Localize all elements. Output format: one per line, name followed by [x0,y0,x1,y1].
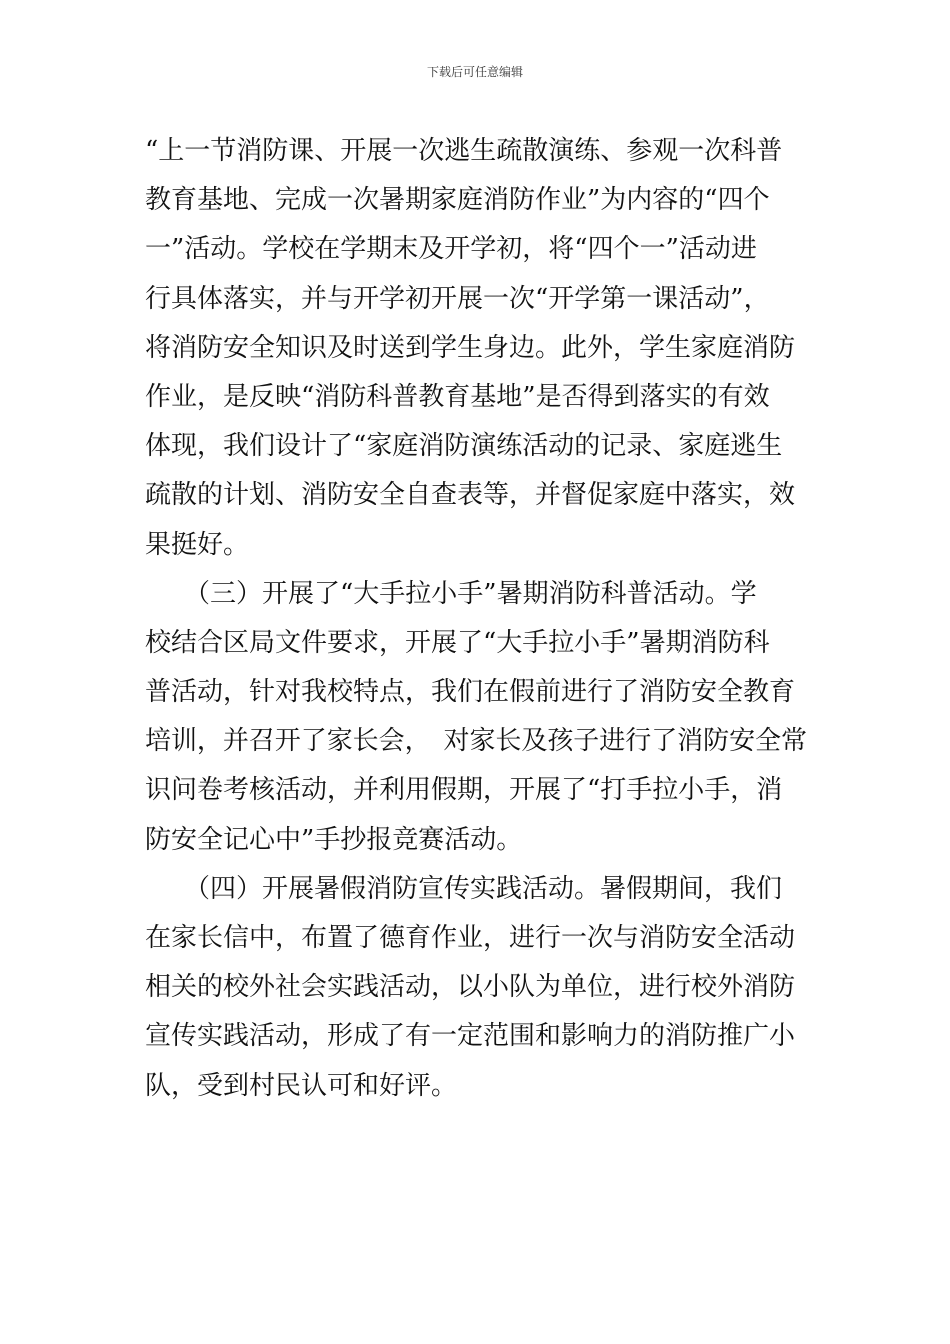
text-line: 果挺好。 [145,529,250,560]
text-line: 作业，是反映“消防科普教育基地”是否得到落实的有效 [145,381,770,412]
page-header: 下载后可任意编辑 [426,65,523,79]
text-line: （三）开展了“大手拉小手”暑期消防科普活动。学 [145,578,757,609]
text-line: 疏散的计划、消防安全自查表等，并督促家庭中落实，效 [145,480,796,511]
text-line: 体现，我们设计了“家庭消防演练活动的记录、家庭逃生 [145,431,783,462]
text-line: 相关的校外社会实践活动，以小队为单位，进行校外消防 [145,972,796,1003]
text-line: 队，受到村民认可和好评。 [145,1070,458,1101]
document-body [145,127,807,1111]
text-line: 宣传实践活动，形成了有一定范围和影响力的消防推广小 [145,1021,796,1052]
text-line: 将消防安全知识及时送到学生身边。此外，学生家庭消防 [145,332,796,363]
text-line: 普活动，针对我校特点，我们在假前进行了消防安全教育 [145,677,796,708]
text-line: （四）开展暑假消防宣传实践活动。暑假期间，我们 [145,873,783,904]
text-line: 校结合区局文件要求，开展了“大手拉小手”暑期消防科 [145,627,770,658]
text-line: 在家长信中，布置了德育作业，进行一次与消防安全活动 [145,923,796,953]
text-line: 一”活动。学校在学期末及开学初，将“四个一”活动进 [145,234,757,265]
text-line: 培训，并召开了家长会， 对家长及孩子进行了消防安全常 [145,726,807,757]
text-line: 防安全记心中”手抄报竞赛活动。 [145,824,523,855]
text-line: 识问卷考核活动，并利用假期，开展了“打手拉小手，消 [145,775,783,806]
text-line: “上一节消防课、开展一次逃生疏散演练、参观一次科普 [145,136,783,166]
text-line: 行具体落实，并与开学初开展一次“开学第一课活动”， [145,283,770,314]
text-line: 教育基地、完成一次暑期家庭消防作业”为内容的“四个 [145,185,770,216]
